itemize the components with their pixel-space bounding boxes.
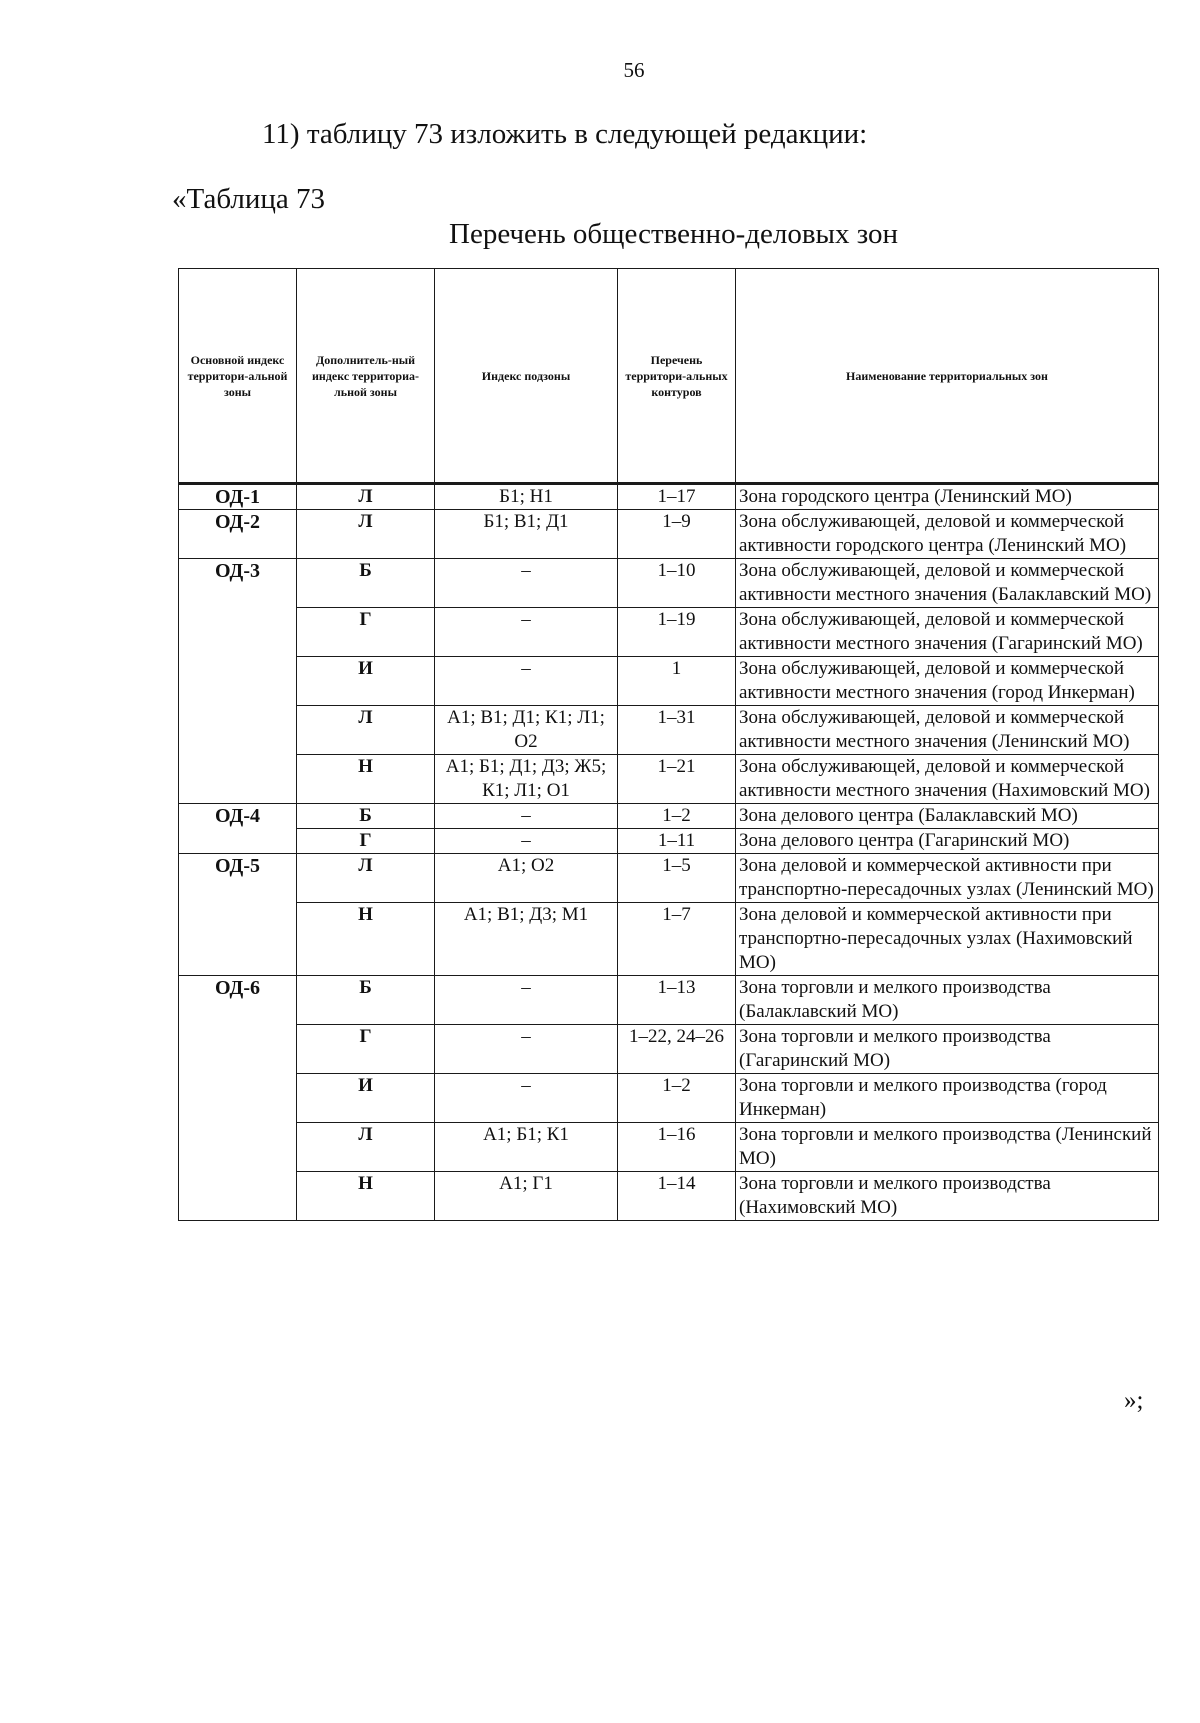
main-index-cell: ОД-1 (179, 484, 297, 510)
table-row (179, 976, 1159, 1025)
zone-name-cell: Зона делового центра (Балаклавский МО) (736, 804, 1159, 829)
contours-cell: 1–17 (618, 484, 736, 510)
table-title: Перечень общественно-деловых зон (449, 218, 899, 250)
contours-cell: 1–21 (618, 755, 736, 804)
zone-name-cell: Зона обслуживающей, деловой и коммерческой активности городского центра (Ленинский МО) (736, 510, 1159, 559)
table-row (179, 1172, 1159, 1221)
zone-name-cell: Зона делового центра (Гагаринский МО) (736, 829, 1159, 854)
subzone-index-cell: Б1; Н1 (435, 484, 618, 510)
additional-index-cell: И (297, 657, 435, 706)
additional-index-cell: Б (297, 559, 435, 608)
zone-name-cell: Зона городского центра (Ленинский МО) (736, 484, 1159, 510)
zone-name-cell: Зона обслуживающей, деловой и коммерческой активности местного значения (Балаклавский МО) (736, 559, 1159, 608)
additional-index-cell: Г (297, 1025, 435, 1074)
subzone-index-cell: – (435, 804, 618, 829)
zone-name-cell: Зона деловой и коммерческой активности при транспортно-пересадочных узлах (Ленинский МО) (736, 854, 1159, 903)
additional-index-cell: Г (297, 608, 435, 657)
additional-index-cell: Н (297, 755, 435, 804)
additional-index-cell: Г (297, 829, 435, 854)
contours-cell: 1–14 (618, 1172, 736, 1221)
subzone-index-cell: – (435, 1025, 618, 1074)
main-index-cell: ОД-5 (179, 854, 297, 976)
additional-index-cell: Н (297, 1172, 435, 1221)
additional-index-cell: Л (297, 854, 435, 903)
zone-name-cell: Зона торговли и мелкого производства (Балаклавский МО) (736, 976, 1159, 1025)
contours-cell: 1–2 (618, 1074, 736, 1123)
zone-name-cell: Зона обслуживающей, деловой и коммерческой активности местного значения (Ленинский МО) (736, 706, 1159, 755)
header-subzone-index: Индекс подзоны (435, 269, 618, 484)
table-row (179, 484, 1159, 510)
zones-table-body (179, 484, 1159, 1221)
subzone-index-cell: – (435, 608, 618, 657)
additional-index-cell: Б (297, 804, 435, 829)
contours-cell: 1–22, 24–26 (618, 1025, 736, 1074)
table-row (179, 755, 1159, 804)
header-main-index: Основной индекс территори-альной зоны (179, 269, 297, 484)
contours-cell: 1–31 (618, 706, 736, 755)
subzone-index-cell: – (435, 976, 618, 1025)
table-row (179, 657, 1159, 706)
main-index-cell: ОД-4 (179, 804, 297, 854)
page-number: 56 (623, 58, 645, 82)
zone-name-cell: Зона обслуживающей, деловой и коммерческой активности местного значения (Гагаринский МО) (736, 608, 1159, 657)
table-row (179, 854, 1159, 903)
additional-index-cell: Л (297, 484, 435, 510)
header-row (179, 269, 1159, 484)
contours-cell: 1–5 (618, 854, 736, 903)
subzone-index-cell: – (435, 559, 618, 608)
contours-cell: 1–7 (618, 903, 736, 976)
contours-cell: 1–16 (618, 1123, 736, 1172)
zone-name-cell: Зона торговли и мелкого производства (Ленинский МО) (736, 1123, 1159, 1172)
contours-cell: 1–19 (618, 608, 736, 657)
table-row (179, 1025, 1159, 1074)
closing-quote-mark: »; (1124, 1387, 1144, 1414)
subzone-index-cell: А1; В1; Д1; К1; Л1; О2 (435, 706, 618, 755)
amendment-instruction: 11) таблицу 73 изложить в следующей редакции: (262, 118, 868, 150)
subzone-index-cell: – (435, 829, 618, 854)
zone-name-cell: Зона торговли и мелкого производства (Гагаринский МО) (736, 1025, 1159, 1074)
additional-index-cell: Б (297, 976, 435, 1025)
additional-index-cell: Н (297, 903, 435, 976)
zone-name-cell: Зона обслуживающей, деловой и коммерческой активности местного значения (Нахимовский МО) (736, 755, 1159, 804)
contours-cell: 1–10 (618, 559, 736, 608)
table-row (179, 829, 1159, 854)
table-row (179, 1123, 1159, 1172)
subzone-index-cell: А1; О2 (435, 854, 618, 903)
subzone-index-cell: А1; Б1; К1 (435, 1123, 618, 1172)
table-row (179, 706, 1159, 755)
subzone-index-cell: А1; В1; Д3; М1 (435, 903, 618, 976)
table-caption: «Таблица 73 (172, 183, 326, 215)
additional-index-cell: И (297, 1074, 435, 1123)
header-additional-index: Дополнитель-ный индекс территориа-льной зоны (297, 269, 435, 484)
table-row (179, 1074, 1159, 1123)
zone-name-cell: Зона деловой и коммерческой активности при транспортно-пересадочных узлах (Нахимовский МО) (736, 903, 1159, 976)
subzone-index-cell: А1; Г1 (435, 1172, 618, 1221)
table-row (179, 510, 1159, 559)
contours-cell: 1–13 (618, 976, 736, 1025)
table-row (179, 559, 1159, 608)
main-index-cell: ОД-6 (179, 976, 297, 1221)
contours-cell: 1–2 (618, 804, 736, 829)
additional-index-cell: Л (297, 706, 435, 755)
main-index-cell: ОД-2 (179, 510, 297, 559)
zone-name-cell: Зона торговли и мелкого производства (Нахимовский МО) (736, 1172, 1159, 1221)
subzone-index-cell: Б1; В1; Д1 (435, 510, 618, 559)
table-row (179, 608, 1159, 657)
zones-table-header (179, 269, 1159, 484)
additional-index-cell: Л (297, 510, 435, 559)
contours-cell: 1–9 (618, 510, 736, 559)
additional-index-cell: Л (297, 1123, 435, 1172)
contours-cell: 1–11 (618, 829, 736, 854)
table-row (179, 804, 1159, 829)
zone-name-cell: Зона торговли и мелкого производства (город Инкерман) (736, 1074, 1159, 1123)
zone-name-cell: Зона обслуживающей, деловой и коммерческой активности местного значения (город Инкерман) (736, 657, 1159, 706)
subzone-index-cell: – (435, 1074, 618, 1123)
contours-cell: 1 (618, 657, 736, 706)
main-index-cell: ОД-3 (179, 559, 297, 804)
subzone-index-cell: А1; Б1; Д1; Д3; Ж5; К1; Л1; О1 (435, 755, 618, 804)
subzone-index-cell: – (435, 657, 618, 706)
zones-table (178, 268, 1159, 1221)
table-row (179, 903, 1159, 976)
header-zone-name: Наименование территориальных зон (736, 269, 1159, 484)
header-contours: Перечень территори-альных контуров (618, 269, 736, 484)
